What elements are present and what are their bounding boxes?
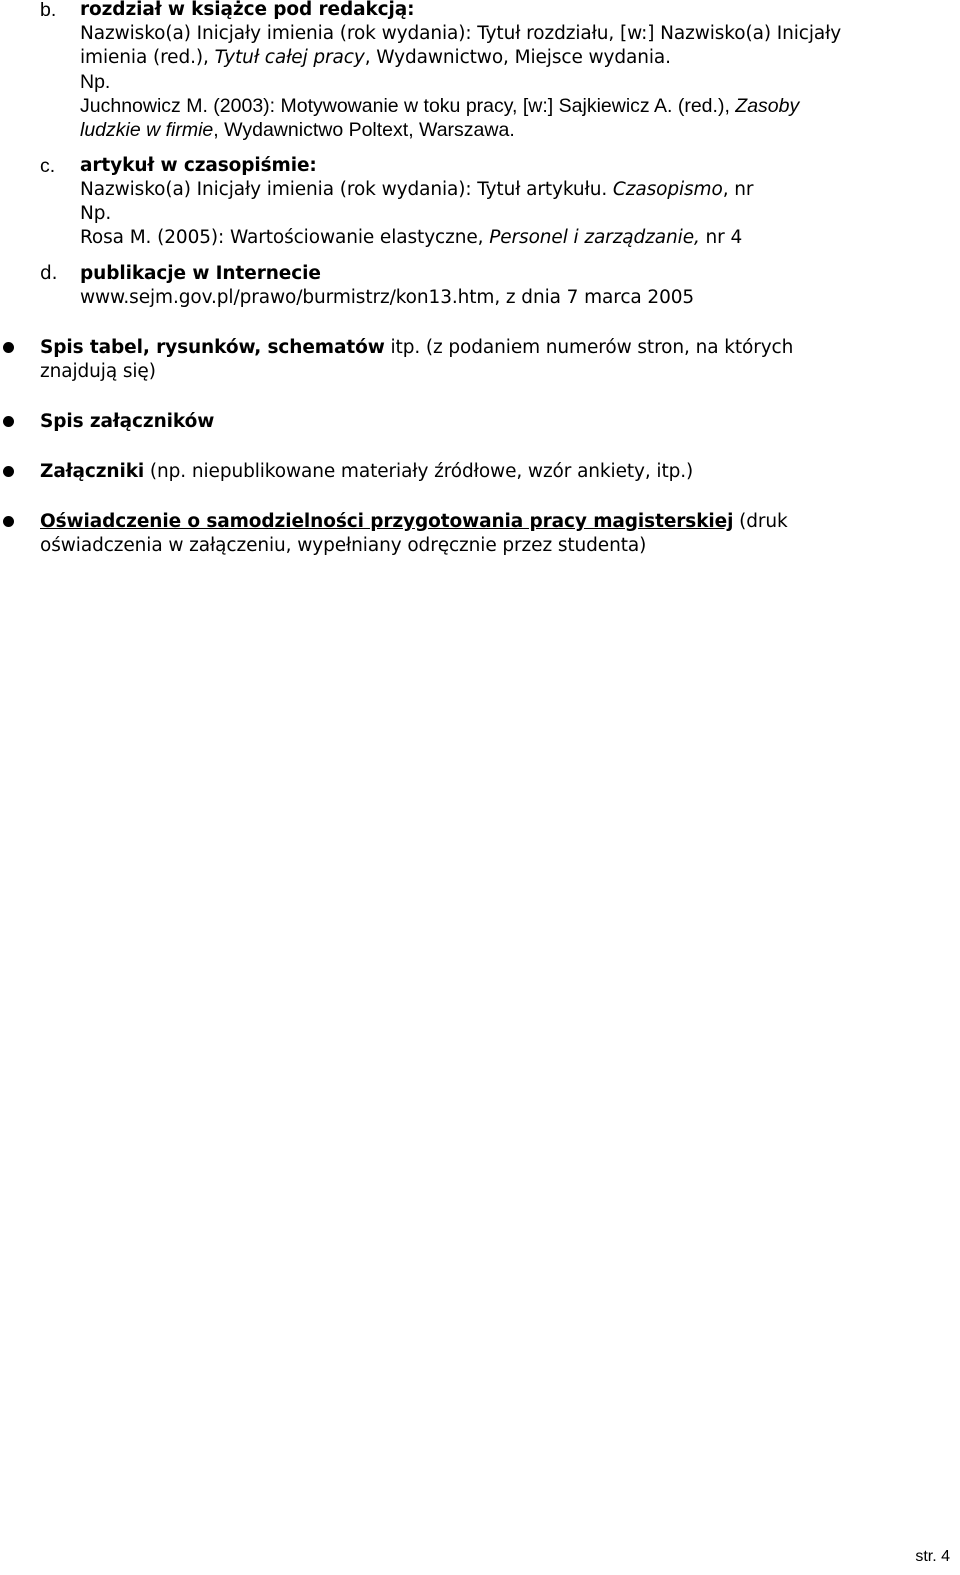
section-c-marker: c.: [40, 155, 56, 177]
bullet-list-of-tables-line-1: [40, 336, 793, 360]
bullet-text: (druk: [733, 511, 788, 532]
format-italic-text: Czasopismo: [612, 179, 723, 200]
bullet-dot-icon: [3, 416, 14, 427]
example-italic-text: Zasoby: [735, 95, 800, 117]
bullet-bold-text: Spis tabel, rysunków, schematów: [40, 337, 385, 358]
example-italic-text: ludzkie w firmie: [80, 119, 214, 141]
bullet-bold-text: Załączniki: [40, 461, 145, 482]
example-text: nr 4: [699, 227, 743, 248]
bullet-list-of-tables-line-2: znajdują się): [40, 361, 156, 382]
bullet-text: (np. niepublikowane materiały źródłowe, wzór ankiety, itp.): [144, 461, 694, 482]
bullet-dot-icon: [3, 516, 14, 527]
section-b-marker: b.: [40, 0, 57, 21]
example-text: Juchnowicz M. (2003): Motywowanie w toku pracy, [w:] Sajkiewicz A. (red.),: [80, 95, 736, 117]
section-c-title: artykuł w czasopiśmie:: [80, 155, 317, 176]
format-text: imienia (red.),: [80, 47, 215, 68]
page-number: str. 4: [915, 1548, 950, 1565]
section-b-format-line-2: [80, 46, 671, 70]
format-text: Nazwisko(a) Inicjały imienia (rok wydania): Tytuł artykułu.: [80, 179, 613, 200]
section-b-title: rozdział w książce pod redakcją:: [80, 0, 415, 20]
bullet-declaration-line-1: [40, 510, 788, 534]
section-b-format-line-1: Nazwisko(a) Inicjały imienia (rok wydania): Tytuł rozdziału, [w:] Nazwisko(a) Inicjały: [80, 23, 842, 44]
bullet-bold-text: Spis załączników: [40, 411, 215, 432]
section-c-format: [80, 178, 753, 202]
format-text: , nr: [722, 179, 754, 200]
section-b-example-line-2: [80, 118, 515, 142]
bullet-text: itp. (z podaniem numerów stron, na których: [384, 337, 794, 358]
section-b-np: Np.: [80, 71, 111, 93]
bullet-bold-text: Oświadczenie o samodzielności przygotowania pracy magisterskiej: [40, 511, 734, 532]
bullet-attachments: [40, 460, 693, 484]
example-text: , Wydawnictwo Poltext, Warszawa.: [213, 119, 515, 141]
format-text: , Wydawnictwo, Miejsce wydania.: [364, 47, 671, 68]
bullet-list-of-attachments: [40, 410, 214, 434]
section-c-example: [80, 226, 742, 250]
section-b-example-line-1: [80, 94, 799, 118]
section-c-np: Np.: [80, 203, 112, 224]
section-d-example: www.sejm.gov.pl/prawo/burmistrz/kon13.htm, z dnia 7 marca 2005: [80, 287, 695, 308]
bullet-dot-icon: [3, 342, 14, 353]
bullet-declaration-line-2: oświadczenia w załączeniu, wypełniany odręcznie przez studenta): [40, 535, 647, 556]
section-d-title: publikacje w Internecie: [80, 263, 321, 284]
section-d-marker: d.: [40, 263, 58, 284]
format-italic-text: Tytuł całej pracy: [214, 47, 365, 68]
example-text: Rosa M. (2005): Wartościowanie elastyczne,: [80, 227, 490, 248]
bullet-dot-icon: [3, 466, 14, 477]
example-italic-text: Personel i zarządzanie,: [489, 227, 700, 248]
